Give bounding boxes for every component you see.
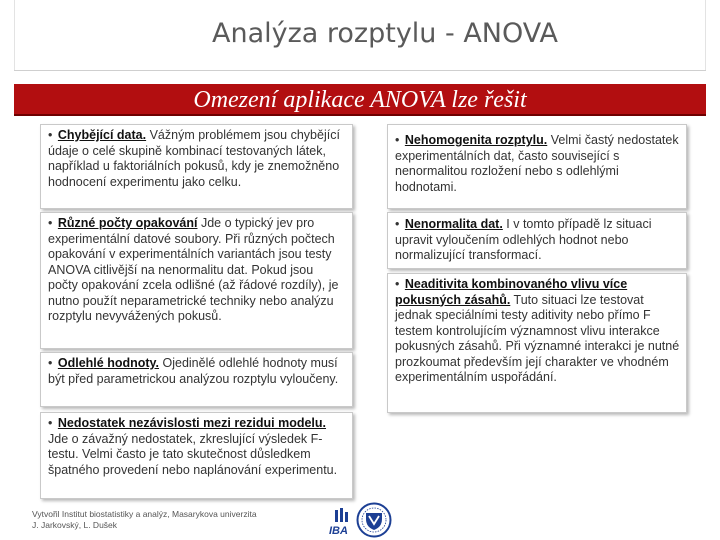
note-box-missing-data: [40, 124, 353, 209]
footer-institution: Vytvořil Institut biostatistiky a analýz, Masarykova univerzita: [32, 509, 257, 519]
note-heading: Chybějící data.: [57, 128, 147, 142]
note-text: Ojedinělé odlehlé hodnoty musí být před parametrickou analýzou rozptylu vyloučeny.: [48, 356, 339, 386]
note-heading: Různé počty opakování: [57, 216, 198, 230]
footer-authors: J. Jarkovský, L. Dušek: [32, 520, 118, 530]
note-text: Tuto situaci lze testovat jednak speciálními testy aditivity nebo přímo F testem kontrolujícím významnost vlivu interakce pokusných zásahů. Při významné interakci je nutné prozkoumat především její charakter ve vhodném experimentálním uspořádání.: [395, 292, 680, 384]
bullet-icon: •: [395, 217, 400, 231]
page-title: Analýza rozptylu - ANOVA: [212, 18, 558, 49]
note-heading: Nenormalita dat.: [404, 217, 503, 231]
note-box-outliers: [40, 352, 353, 407]
note-box-non-additivity: [387, 273, 687, 413]
footer-credits: [32, 509, 257, 531]
note-heading: Odlehlé hodnoty.: [57, 356, 160, 370]
note-box-non-normality: [387, 212, 687, 269]
iba-logo-text: IBA: [329, 525, 348, 536]
note-box-residual-independence: [40, 412, 353, 499]
section-banner: Omezení aplikace ANOVA lze řešit: [14, 84, 706, 116]
note-heading: Neaditivita kombinovaného vlivu více pokusných zásahů.: [395, 277, 628, 307]
note-box-unequal-replications: [40, 212, 353, 349]
bullet-icon: •: [48, 216, 53, 230]
note-heading: Nedostatek nezávislosti mezi rezidui modelu.: [57, 416, 327, 430]
bullet-icon: •: [395, 277, 400, 291]
note-text: Vážným problémem jsou chybějící údaje o celé skupině kombinací testovaných látek, například u faktoriálních pokusů, kdy je znemožněno hodnocení experimentu jako celku.: [48, 128, 340, 189]
note-text: Jde o závažný nedostatek, zkreslující výsledek F-testu. Velmi často je tato skutečnost důsledkem špatného provedení nebo naplánování experimentu.: [48, 431, 338, 477]
bullet-icon: •: [395, 133, 400, 147]
university-seal-icon: [356, 502, 392, 538]
note-box-heterogeneity: [387, 124, 687, 209]
iba-logo-icon: [328, 508, 354, 536]
bullet-icon: •: [48, 356, 53, 370]
note-heading: Nehomogenita rozptylu.: [404, 133, 548, 147]
note-text: I v tomto případě lz situaci upravit vyloučením odlehlých hodnot nebo normalizující transformací.: [395, 217, 652, 262]
bullet-icon: •: [48, 416, 53, 430]
title-divider: [14, 70, 706, 71]
note-text: Velmi častý nedostatek experimentálních dat, často související s nenormalitou rozložení nebo s odlehlými hodnotami.: [395, 133, 679, 194]
note-text: Jde o typický jev pro experimentální datové soubory. Při různých počtech opakování v experimentálních variantách jsou testy ANOVA citlivější na nenormalitu dat. Pokud jsou počty opakování zcela odlišné (až řádové rozdíly), je nutno použít neparametrické techniky nebo analýzu rozptylu nevyvážených pokusů.: [48, 216, 339, 323]
bullet-icon: •: [48, 128, 53, 142]
